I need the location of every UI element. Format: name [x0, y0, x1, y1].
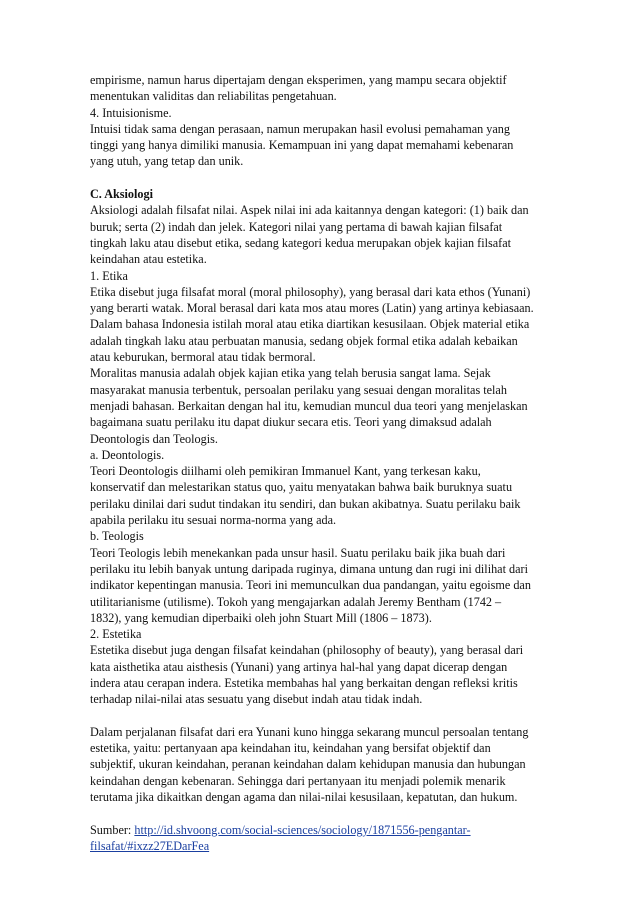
- text-line: Teori Teologis lebih menekankan pada unsur hasil. Suatu perilaku baik jika buah dari: [90, 545, 506, 560]
- text-line: keindahan atau estetika.: [90, 252, 207, 267]
- text-line: Estetika disebut juga dengan filsafat keindahan (philosophy of beauty), yang berasal dari: [90, 643, 524, 658]
- text-line: Etika disebut juga filsafat moral (moral philosophy), yang berasal dari kata ethos (Yunani): [90, 284, 531, 299]
- paragraph-gap: [90, 708, 575, 724]
- paragraph-gap: [90, 805, 575, 821]
- paragraph-gap: [90, 170, 575, 186]
- text-line: Dalam perjalanan filsafat dari era Yunani kuno hingga sekarang muncul persoalan tentang: [90, 724, 529, 739]
- text-line: 4. Intuisionisme.: [90, 105, 172, 120]
- text-line: Moralitas manusia adalah objek kajian etika yang telah berusia sangat lama. Sejak: [90, 366, 491, 381]
- source-citation: [90, 822, 575, 855]
- text-line: apabila perilaku itu sesuai norma-norma yang ada.: [90, 513, 337, 528]
- text-line: subjektif, ukuran keindahan, peranan keindahan dalam kehidupan manusia dan hubungan: [90, 757, 526, 772]
- aksiologi-section: [90, 186, 575, 708]
- text-line: Teori Deontologis diilhami oleh pemikiran Immanuel Kant, yang terkesan kaku,: [90, 464, 481, 479]
- text-line: konservatif dan melestarikan status quo, yaitu menyatakan bahwa baik buruknya suatu: [90, 480, 513, 495]
- text-line: tinggi yang hanya dimiliki manusia. Kemampuan ini yang dapat memahami kebenaran: [90, 138, 514, 153]
- source-link[interactable]: http://id.shvoong.com/social-sciences/sociology/1871556-pengantar-: [134, 822, 471, 837]
- intro-block: [90, 72, 575, 170]
- text-line: keindahan dengan kebenaran. Sehingga dari pertanyaan itu menjadi polemik menarik: [90, 773, 506, 788]
- text-line: Deontologis dan Teologis.: [90, 431, 218, 446]
- subheading-etika: 1. Etika: [90, 268, 128, 283]
- text-line: yang berarti watak. Moral berasal dari kata mos atau mores (Latin) yang artinya kebiasaan.: [90, 301, 534, 316]
- text-line: Dalam bahasa Indonesia istilah moral atau etika diartikan kesusilaan. Objek material etika: [90, 317, 530, 332]
- text-line: terhadap nilai-nilai atas sesuatu yang disebut indah atau tidak indah.: [90, 692, 423, 707]
- text-line: menentukan validitas dan reliabilitas pengetahuan.: [90, 89, 337, 104]
- text-line: utilitarianisme (utilisme). Tokoh yang mengajarkan adalah Jeremy Bentham (1742 –: [90, 594, 502, 609]
- text-line: buruk; serta (2) indah dan jelek. Kategori nilai yang pertama di bawah kajian filsafat: [90, 219, 503, 234]
- text-line: atau keburukan, bermoral atau tidak bermoral.: [90, 350, 316, 365]
- text-line: 1832), yang kemudian diperbaiki oleh john Stuart Mill (1806 – 1873).: [90, 610, 432, 625]
- text-line: bagaimana suatu perilaku itu dapat diukur secara etis. Teori yang dimaksud adalah: [90, 415, 492, 430]
- text-line: terutama jika dikaitkan dengan agama dan nilai-nilai kesusilaan, kepatutan, dan hukum.: [90, 790, 518, 805]
- subheading-deontologis: a. Deontologis.: [90, 447, 165, 462]
- text-line: perilaku itu lebih banyak untung daripada ruginya, dimana untung dan rugi ini dilihat dari: [90, 561, 528, 576]
- source-link-continued[interactable]: filsafat/#ixzz27EDarFea: [90, 838, 210, 853]
- source-line: [90, 838, 575, 854]
- text-line: masyarakat manusia terbentuk, persoalan perilaku yang sesuai dengan moralitas telah: [90, 382, 507, 397]
- source-line: [90, 822, 575, 838]
- text-line: empirisme, namun harus dipertajam dengan eksperimen, yang mampu secara objektif: [90, 73, 507, 87]
- subheading-teologis: b. Teologis: [90, 529, 144, 544]
- text-line: Intuisi tidak sama dengan perasaan, namun merupakan hasil evolusi pemahaman yang: [90, 121, 510, 136]
- text-line: menjadi bahasan. Berkaitan dengan hal itu, kemudian muncul dua teori yang menjelaskan: [90, 398, 528, 413]
- text-line: estetika, yaitu: pertanyaan apa keindahan itu, keindahan yang bersifat objektif dan: [90, 741, 491, 756]
- text-line: indera atau cerapan indera. Estetika membahas hal yang berkaitan dengan refleksi kritis: [90, 675, 518, 690]
- subheading-estetika: 2. Estetika: [90, 627, 142, 642]
- text-line: perilaku dinilai dari sudut tindakan itu sendiri, dan bukan akibatnya. Suatu perilaku baik: [90, 496, 521, 511]
- text-line: yang utuh, yang tetap dan unik.: [90, 154, 244, 169]
- section-heading: C. Aksiologi: [90, 187, 153, 202]
- text-line: kata aisthetika atau aisthesis (Yunani) yang artinya hal-hal yang dapat dicerap dengan: [90, 659, 508, 674]
- document-page: [90, 72, 575, 854]
- source-label: Sumber:: [90, 822, 135, 837]
- text-line: tingkah laku atau disebut etika, sedang kategori kedua merupakan objek kajian filsafat: [90, 235, 511, 250]
- text-line: indikator kepentingan manusia. Teori ini memunculkan dua pandangan, yaitu egoisme dan: [90, 578, 531, 593]
- text-line: Aksiologi adalah filsafat nilai. Aspek nilai ini ada kaitannya dengan kategori: (1) baik dan: [90, 203, 529, 218]
- closing-paragraph: [90, 724, 575, 805]
- text-line: adalah tingkah laku atau perbuatan manusia, sedang objek formal etika adalah kebaikan: [90, 333, 518, 348]
